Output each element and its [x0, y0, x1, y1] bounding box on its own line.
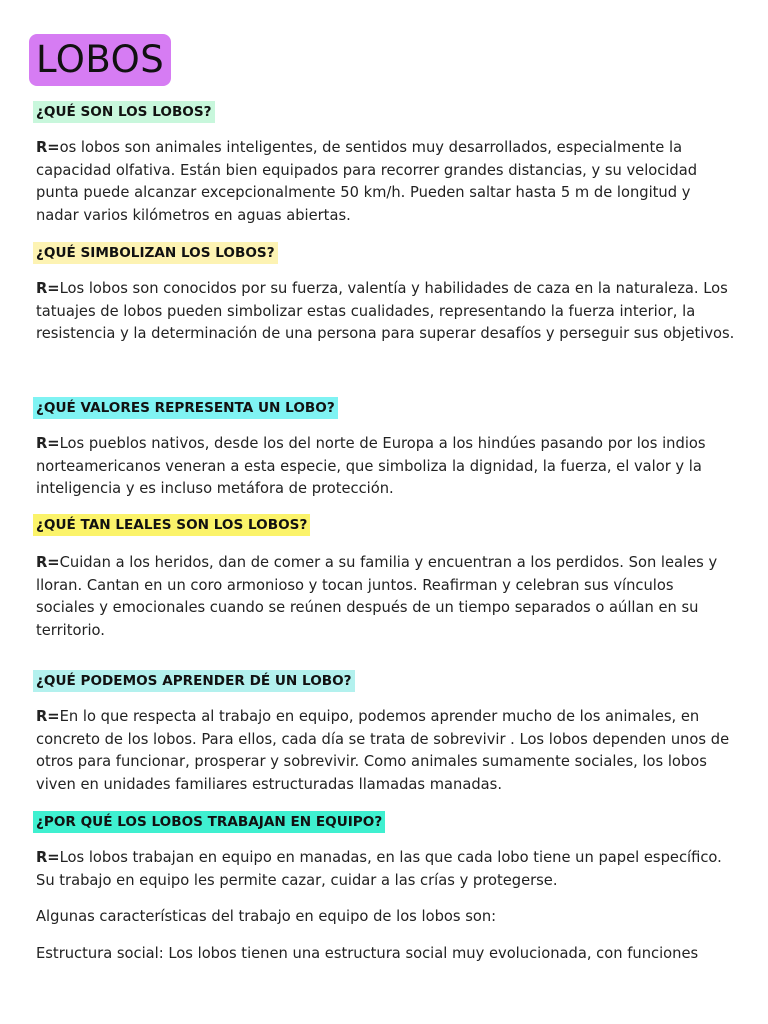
answer-text: os lobos son animales inteligentes, de sentidos muy desarrollados, especialmente la capacidad olfativa. Están bien equipados para recorrer grandes distancias, y su velocidad punta puede alcanzar excepcionalmente 50 km/h. Pueden saltar hasta 5 m de longitud y nadar varios kilómetros en aguas abiertas.: [36, 139, 698, 224]
answer-paragraph-1: [36, 137, 736, 227]
answer-prefix: R=: [36, 435, 60, 452]
answer-paragraph-6: [36, 847, 736, 892]
answer-text: Los lobos trabajan en equipo en manadas, en las que cada lobo tiene un papel específico. Su trabajo en equipo les permite cazar, cuidar a las crías y protegerse.: [36, 849, 722, 889]
question-heading-1: ¿QUÉ SON LOS LOBOS?: [33, 101, 215, 123]
answer-text: En lo que respecta al trabajo en equipo, podemos aprender mucho de los animales, en concreto de los lobos. Para ellos, cada día se trata de sobrevivir . Los lobos dependen unos de otros para funcionar, prosperar y sobrevivir. Como animales sumamente sociales, los lobos viven en unidades familiares estructuradas llamadas manadas.: [36, 708, 730, 793]
answer-paragraph-2: [36, 278, 736, 346]
question-heading-3: ¿QUÉ VALORES REPRESENTA UN LOBO?: [33, 397, 338, 419]
answer-text: Los pueblos nativos, desde los del norte de Europa a los hindúes pasando por los indios norteamericanos veneran a esta especie, que simboliza la dignidad, la fuerza, el valor y la inteligencia y es incluso metáfora de protección.: [36, 435, 706, 497]
page-title: LOBOS: [29, 34, 171, 86]
answer-paragraph-3: [36, 433, 736, 501]
answer-prefix: R=: [36, 708, 60, 725]
body-paragraph-social-structure: Estructura social: Los lobos tienen una estructura social muy evolucionada, con funciones: [36, 945, 699, 962]
answer-paragraph-5: [36, 706, 736, 796]
question-heading-6: ¿POR QUÉ LOS LOBOS TRABAJAN EN EQUIPO?: [33, 811, 385, 833]
question-heading-4: ¿QUÉ TAN LEALES SON LOS LOBOS?: [33, 514, 310, 536]
answer-paragraph-4: [36, 552, 736, 642]
answer-prefix: R=: [36, 139, 60, 156]
question-heading-5: ¿QUÉ PODEMOS APRENDER DÉ UN LOBO?: [33, 670, 355, 692]
answer-text: Cuidan a los heridos, dan de comer a su familia y encuentran a los perdidos. Son leales y lloran. Cantan en un coro armonioso y tocan juntos. Reafirman y celebran sus vínculos sociales y emocionales cuando se reúnen después de un tiempo separados o aúllan en su territorio.: [36, 554, 718, 639]
answer-prefix: R=: [36, 554, 60, 571]
question-heading-2: ¿QUÉ SIMBOLIZAN LOS LOBOS?: [33, 242, 278, 264]
answer-text: Los lobos son conocidos por su fuerza, valentía y habilidades de caza en la naturaleza. Los tatuajes de lobos pueden simbolizar estas cualidades, representando la fuerza interior, la resistencia y la determinación de una persona para superar desafíos y perseguir sus objetivos.: [36, 280, 735, 342]
body-paragraph-features: Algunas características del trabajo en equipo de los lobos son:: [36, 908, 497, 925]
answer-prefix: R=: [36, 849, 60, 866]
answer-prefix: R=: [36, 280, 60, 297]
